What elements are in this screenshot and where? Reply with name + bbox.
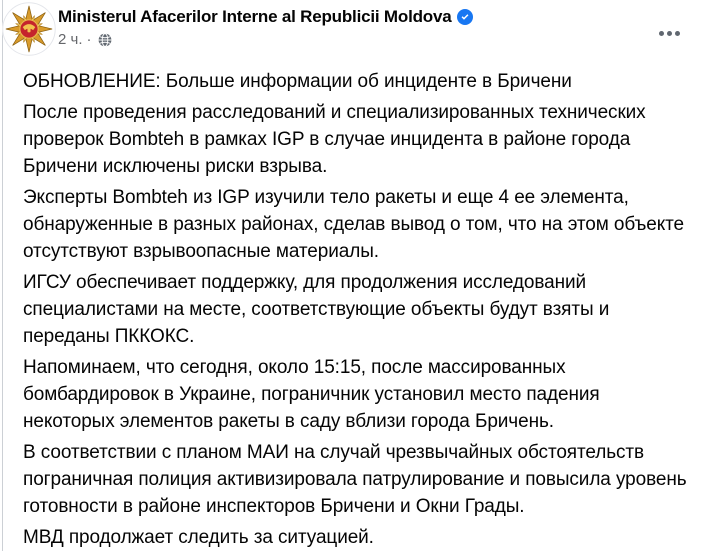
post-card bbox=[2, 0, 701, 551]
post-paragraph: В соответствии с планом МАИ на случай чрезвычайных обстоятельств пограничная полиция активизировала патрулирование и повысила уровень готовности в районе инспекторов Бричени и Окни Грады. bbox=[23, 442, 687, 517]
post-paragraph: Напоминаем, что сегодня, около 15:15, после массированных бомбардировок в Украине, пограничник установил место падения некоторых элементов ракеты в саду вблизи города Бричень. bbox=[23, 357, 600, 432]
post-paragraph: ОБНОВЛЕНИЕ: Больше информации об инциденте в Бричени bbox=[23, 71, 572, 92]
timestamp[interactable]: 2 ч. bbox=[58, 31, 83, 48]
verified-badge-icon bbox=[457, 9, 473, 25]
post-header bbox=[3, 0, 701, 58]
header-text-block bbox=[58, 6, 641, 49]
post-paragraph: Эксперты Bombteh из IGP изучили тело ракеты и еще 4 ее элемента, обнаруженные в разных районах, сделав вывод о том, что на этом объекте отсутствуют взрывоопасные материалы. bbox=[23, 187, 685, 262]
post-paragraph: ИГСУ обеспечивает поддержку, для продолжения исследований специалистами на месте, соответствующие объекты будут взяты и переданы ПККОКС. bbox=[23, 272, 610, 347]
globe-public-icon bbox=[98, 33, 112, 47]
post-paragraph: МВД продолжает следить за ситуацией. bbox=[23, 527, 374, 548]
post-options-ellipsis-icon[interactable] bbox=[653, 22, 685, 44]
post-paragraph: После проведения расследований и специализированных технических проверок Bombteh в рамках IGP в случае инцидента в районе города Бричени исключены риски взрыва. bbox=[23, 102, 646, 177]
post-text bbox=[3, 58, 701, 551]
post-meta[interactable] bbox=[58, 31, 641, 49]
page-name[interactable]: Ministerul Afacerilor Interne al Republicii Moldova bbox=[58, 7, 452, 26]
meta-separator: · bbox=[86, 31, 92, 48]
mai-moldova-emblem-icon bbox=[2, 2, 56, 56]
page-avatar[interactable] bbox=[2, 2, 56, 56]
